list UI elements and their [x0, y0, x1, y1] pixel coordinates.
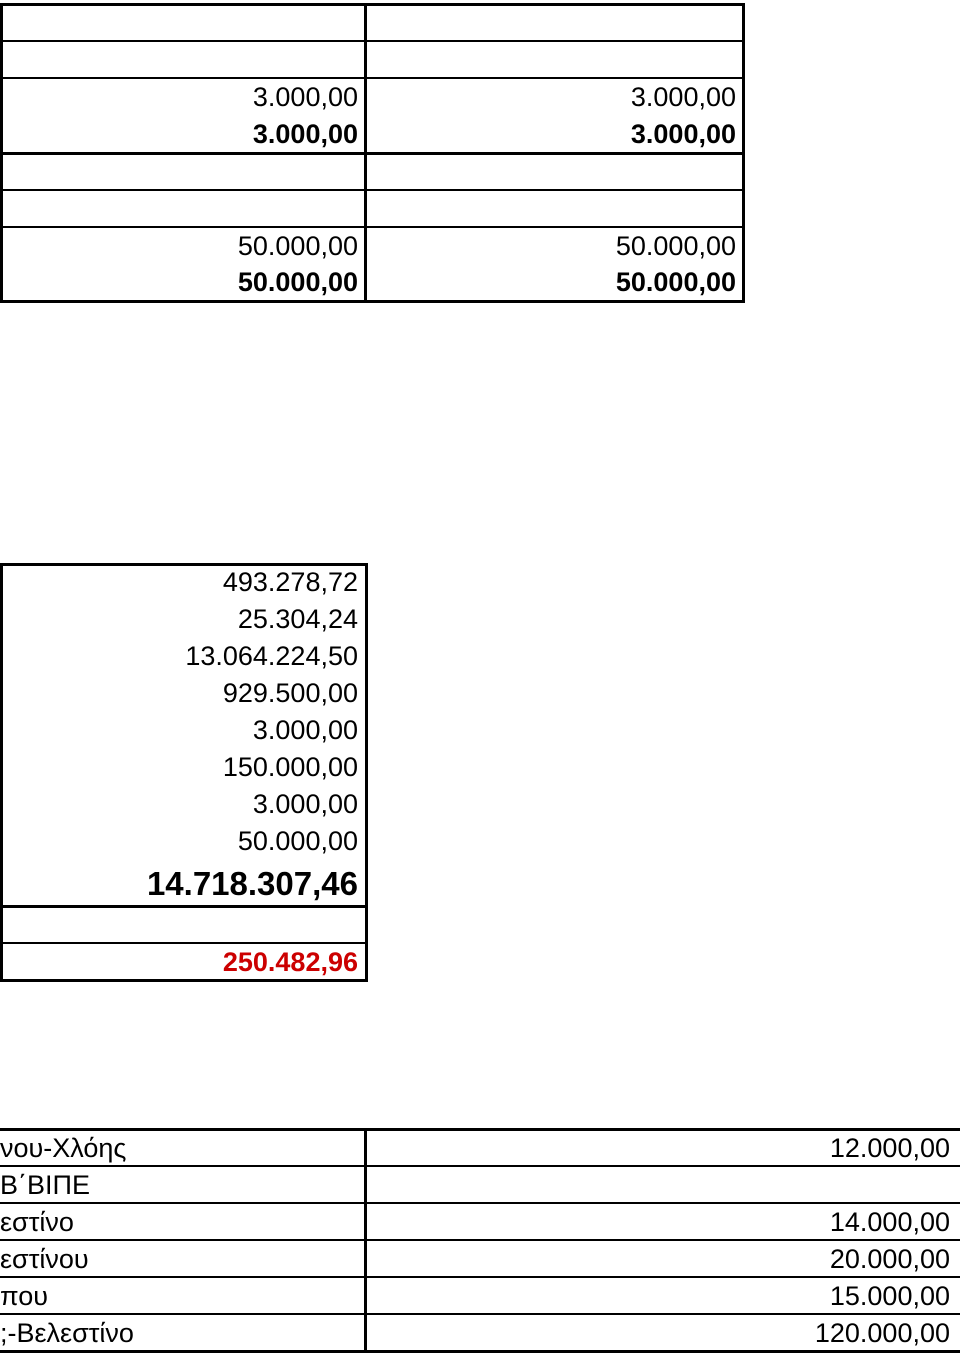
summary-border-left [0, 563, 3, 982]
top-table-cell: 3.000,00 [630, 82, 736, 112]
top-table-subtotal-cell: 50.000,00 [237, 267, 358, 297]
bottom-table-row-divider [0, 1165, 960, 1167]
bottom-table-border-bottom [0, 1350, 960, 1353]
top-table-cell: 50.000,00 [615, 231, 736, 261]
summary-value: 3.000,00 [252, 789, 358, 819]
bottom-table-value: 15.000,00 [829, 1281, 950, 1311]
bottom-table-col-divider [364, 1128, 367, 1353]
top-table-subtotal-cell: 50.000,00 [615, 267, 736, 297]
summary-total-divider [0, 905, 368, 908]
summary-value: 50.000,00 [237, 826, 358, 856]
summary-value: 150.000,00 [222, 752, 358, 782]
top-table-row-divider [0, 226, 745, 228]
top-table-border-right [742, 3, 745, 303]
top-table-subtotal-cell: 3.000,00 [252, 119, 358, 149]
bottom-table-row-divider [0, 1239, 960, 1241]
top-table-cell: 50.000,00 [237, 231, 358, 261]
bottom-table-label: Β΄ΒΙΠΕ [0, 1170, 91, 1200]
bottom-table-value: 14.000,00 [829, 1207, 950, 1237]
bottom-table-label: εστίνο [0, 1207, 74, 1237]
bottom-table-value: 120.000,00 [814, 1318, 950, 1348]
bottom-table-value: 12.000,00 [829, 1133, 950, 1163]
summary-value: 25.304,24 [237, 604, 358, 634]
summary-border-right [365, 563, 368, 982]
top-table-row-divider [0, 152, 745, 155]
bottom-table-label: νου-Χλόης [0, 1133, 127, 1163]
bottom-table-label: εστίνου [0, 1244, 89, 1274]
summary-border-bottom [0, 979, 368, 982]
bottom-table-row-divider [0, 1276, 960, 1278]
top-table-row-divider [0, 40, 745, 42]
summary-difference: 250.482,96 [222, 947, 358, 977]
top-table-border-bottom [0, 300, 745, 303]
summary-row-divider [0, 942, 368, 944]
top-table-row-divider [0, 189, 745, 191]
summary-value: 3.000,00 [252, 715, 358, 745]
top-table-subtotal-cell: 3.000,00 [630, 119, 736, 149]
summary-value: 929.500,00 [222, 678, 358, 708]
summary-total: 14.718.307,46 [146, 865, 358, 902]
summary-value: 13.064.224,50 [185, 641, 358, 671]
summary-value: 493.278,72 [222, 567, 358, 597]
top-table-cell: 3.000,00 [252, 82, 358, 112]
bottom-table-label: που [0, 1281, 49, 1311]
bottom-table-row-divider [0, 1202, 960, 1204]
top-table-row-divider [0, 77, 745, 79]
bottom-table-value: 20.000,00 [829, 1244, 950, 1274]
bottom-table-row-divider [0, 1313, 960, 1315]
bottom-table-border-top [0, 1128, 960, 1131]
top-table-border-left [0, 3, 3, 303]
bottom-table-label: ;-Βελεστίνο [0, 1318, 134, 1348]
top-table-border-top [0, 3, 745, 6]
top-table-col-divider [364, 3, 367, 303]
